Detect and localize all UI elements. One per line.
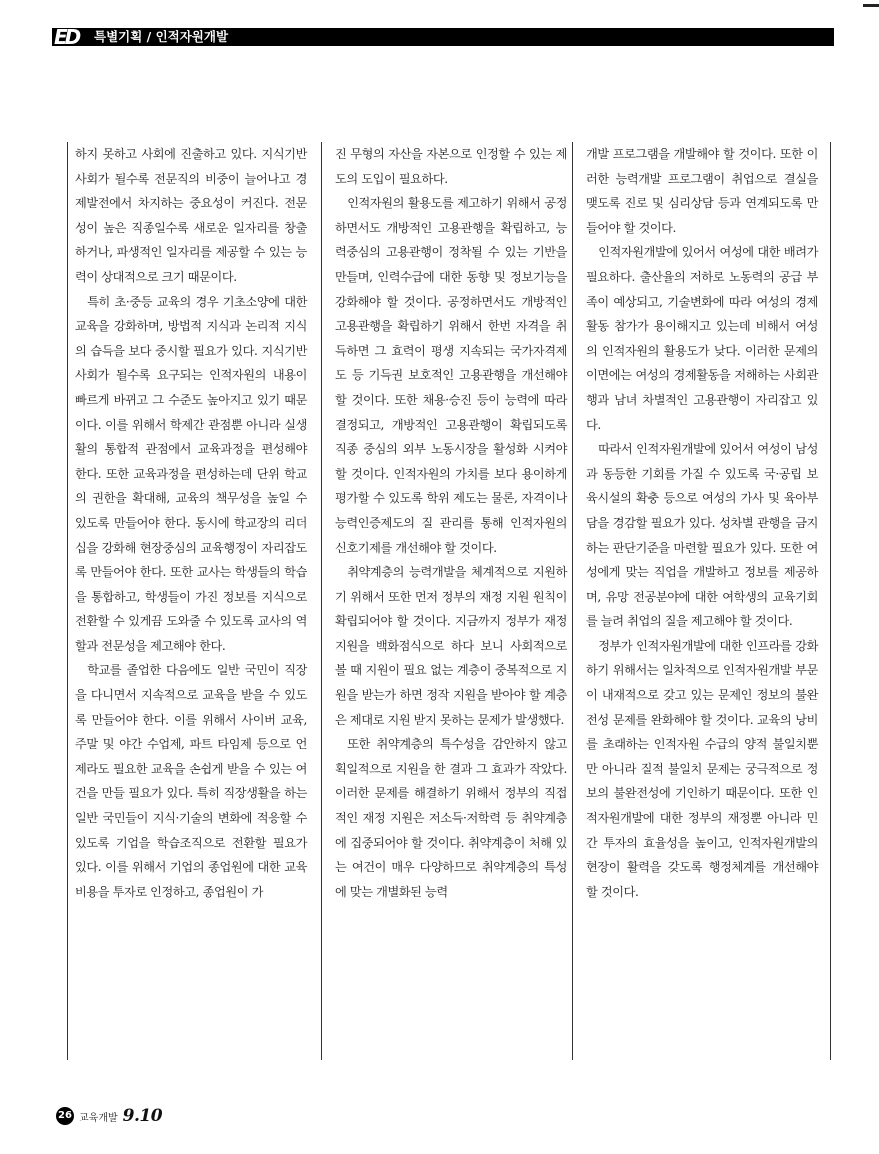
paragraph: 진 무형의 자산을 자본으로 인정할 수 있는 제도의 도입이 필요하다. bbox=[335, 147, 567, 186]
text-column-3 bbox=[586, 142, 818, 904]
paragraph: 따라서 인적자원개발에 있어서 여성이 남성과 동등한 기회를 가질 수 있도록 국·공립 보육시설의 확충 등으로 여성의 가사 및 육아부담을 경감할 필요가 있다. 성차별 관행을 금지하는 판단기준을 마련할 필요가 있다. 또한 여성에게 맞는 직업을 개발하고 정보를 제공하며, 유망 전공분야에 대한 여학생의 교육기회를 늘려 취업의 질을 제고해야 할 것이다. bbox=[586, 442, 818, 629]
paragraph: 학교를 졸업한 다음에도 일반 국민이 직장을 다니면서 지속적으로 교육을 받을 수 있도록 만들어야 한다. 이를 위해서 사이버 교육, 주말 및 야간 수업제, 파트 타임제 등으로 언제라도 필요한 교육을 손쉽게 받을 수 있는 여건을 만들 필요가 있다. 특히 직장생활을 하는 일반 국민들이 지식·기술의 변화에 적응할 수 있도록 기업을 학습조직으로 전환할 필요가 있다. 이를 위해서 기업의 종업원에 대한 교육비용을 투자로 인정하고, 종업원이 가 bbox=[75, 663, 307, 899]
page-number: 26 bbox=[56, 1107, 74, 1125]
column-rule bbox=[572, 142, 573, 1060]
paragraph: 또한 취약계층의 특수성을 감안하지 않고 획일적으로 지원을 한 결과 그 효과가 작았다. 이러한 문제를 해결하기 위해서 정부의 직접적인 재정 지원은 저소득·저학력 등 취약계층에 집중되어야 할 것이다. 취약계층이 처해 있는 여건이 매우 다양하므로 취약계층의 특성에 맞는 개별화된 능력 bbox=[335, 737, 567, 899]
paragraph: 인적자원개발에 있어서 여성에 대한 배려가 필요하다. 출산율의 저하로 노동력의 공급 부족이 예상되고, 기술변화에 따라 여성의 경제활동 참가가 용이해지고 있는데 비해서 여성의 인적자원의 활용도가 낮다. 이러한 문제의 이면에는 여성의 경제활동을 저해하는 사회관행과 남녀 차별적인 고용관행이 자리잡고 있다. bbox=[586, 245, 818, 432]
column-rule bbox=[67, 142, 68, 1060]
column-rule bbox=[321, 142, 322, 1060]
paragraph: 취약계층의 능력개발을 체계적으로 지원하기 위해서 또한 먼저 정부의 재정 지원 원칙이 확립되어야 할 것이다. 지금까지 정부가 재정 지원을 백화점식으로 하다 보니 사회적으로 볼 때 지원이 필요 없는 계층이 중복적으로 지원을 받는가 하면 정작 지원을 받아야 할 계층은 제대로 지원 받지 못하는 문제가 발생했다. bbox=[335, 565, 567, 727]
paragraph: 특히 초·중등 교육의 경우 기초소양에 대한 교육을 강화하며, 방법적 지식과 논리적 지식의 습득을 보다 중시할 필요가 있다. 지식기반사회가 될수록 요구되는 인적자원의 내용이 빠르게 바뀌고 그 수준도 높아지고 있기 때문이다. 이를 위해서 학제간 관점뿐 아니라 실생활의 통합적 관점에서 교육과정을 편성해야 한다. 또한 교육과정을 편성하는데 단위 학교의 권한을 확대해, 교육의 책무성을 높일 수 있도록 만들어야 한다. 동시에 학교장의 리더십을 강화해 현장중심의 교육행정이 자리잡도록 만들어야 한다. 또한 교사는 학생들의 학습을 통합하고, 학생들이 가진 정보를 지식으로 전환할 수 있게끔 도와줄 수 있도록 교사의 역할과 전문성을 제고해야 한다. bbox=[75, 294, 307, 653]
text-column-1 bbox=[75, 142, 307, 904]
paragraph: 하지 못하고 사회에 진출하고 있다. 지식기반사회가 될수록 전문직의 비중이 늘어나고 경제발전에서 차지하는 중요성이 커진다. 전문성이 높은 직종일수록 새로운 일자리를 창출하거나, 파생적인 일자리를 제공할 수 있는 능력이 상대적으로 크기 때문이다. bbox=[75, 147, 307, 284]
magazine-logo: ED bbox=[54, 25, 79, 49]
issue-number: 9.10 bbox=[122, 1106, 163, 1126]
paragraph: 정부가 인적자원개발에 대한 인프라를 강화하기 위해서는 일차적으로 인적자원개발 부문이 내재적으로 갖고 있는 문제인 정보의 불완전성 문제를 완화해야 할 것이다. 교육의 낭비를 초래하는 인적자원 수급의 양적 불일치뿐만 아니라 질적 불일치 문제는 궁극적으로 정보의 불완전성에 기인하기 때문이다. 또한 인적자원개발에 대한 정부의 재정뿐 아니라 민간 투자의 효율성을 높이고, 인적자원개발의 현장이 활력을 갖도록 행정체계를 개선해야 할 것이다. bbox=[586, 638, 818, 899]
paragraph: 인적자원의 활용도를 제고하기 위해서 공정하면서도 개방적인 고용관행을 확립하고, 능력중심의 고용관행이 정착될 수 있는 기반을 만들며, 인력수급에 대한 동향 및 정보기능을 강화해야 할 것이다. 공정하면서도 개방적인 고용관행을 확립하기 위해서 한번 자격을 취득하면 그 효력이 평생 지속되는 국가자격제도 등 기득권 보호적인 고용관행을 개선해야 할 것이다. 또한 채용·승진 등이 능력에 따라 결정되고, 개방적인 고용관행이 확립되도록 직종 중심의 외부 노동시장을 활성화 시켜야 할 것이다. 인적자원의 가치를 보다 용이하게 평가할 수 있도록 학위 제도는 물론, 자격이나 능력인증제도의 질 관리를 통해 인적자원의 신호기제를 개선해야 할 것이다. bbox=[335, 196, 567, 555]
page-footer bbox=[56, 1106, 162, 1126]
paragraph: 개발 프로그램을 개발해야 할 것이다. 또한 이러한 능력개발 프로그램이 취업으로 결실을 맺도록 진로 및 심리상담 등과 연계되도록 만들어야 할 것이다. bbox=[586, 147, 818, 235]
corner-mark bbox=[863, 4, 879, 7]
section-title: 특별기획 / 인적자원개발 bbox=[94, 29, 229, 44]
publication-name: 교육개발 bbox=[79, 1112, 118, 1124]
text-column-2 bbox=[335, 142, 567, 904]
header-bar bbox=[52, 25, 834, 49]
column-rule bbox=[830, 142, 831, 1060]
